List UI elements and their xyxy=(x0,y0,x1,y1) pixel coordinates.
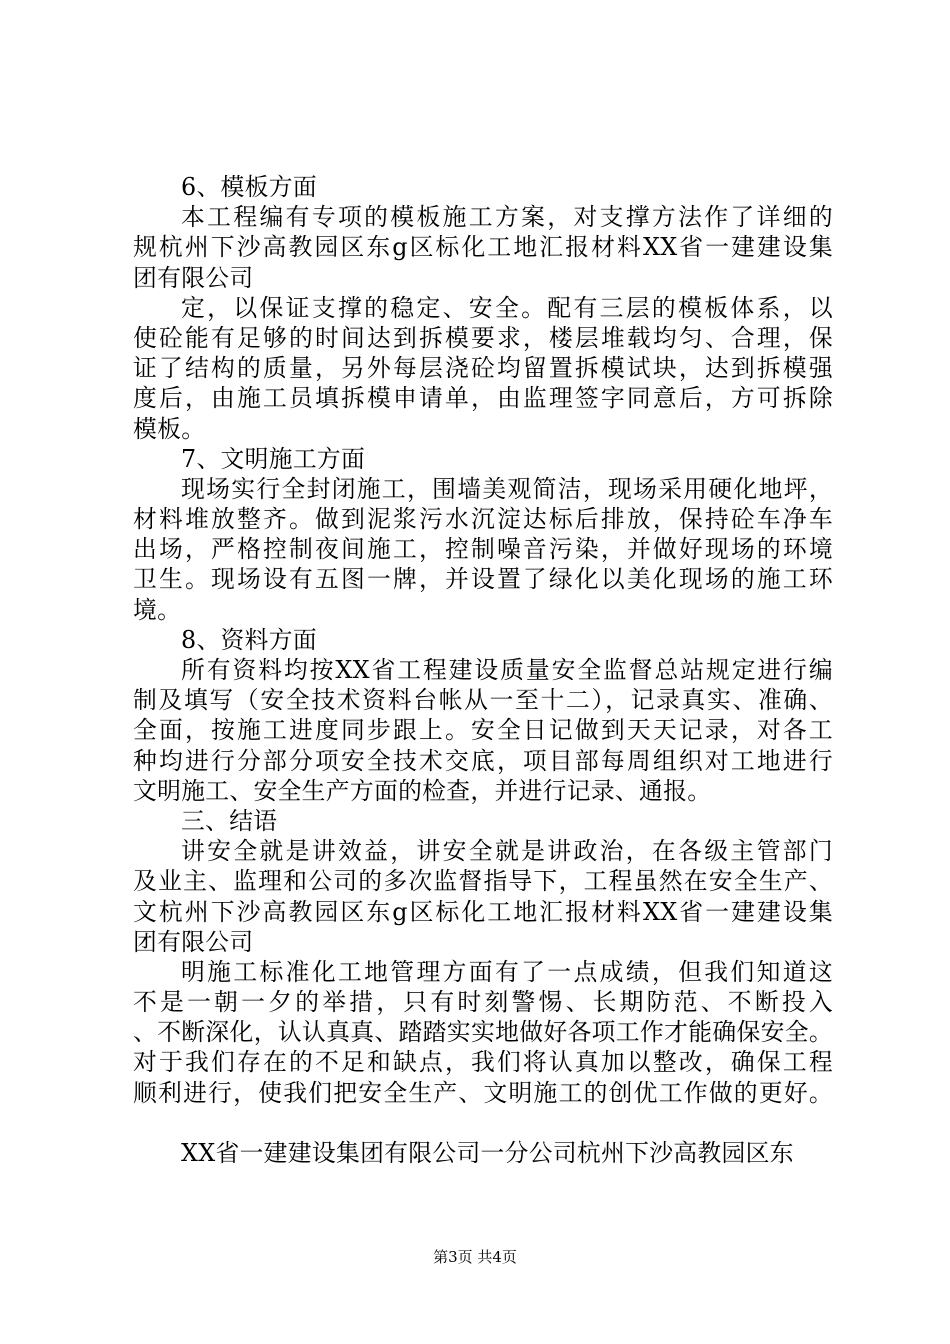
text-line: 境。 xyxy=(133,595,182,624)
text-line: 三、结语 xyxy=(181,806,278,835)
body-text xyxy=(133,172,833,1168)
text-line: 种均进行分部分项安全技术交底，项目部每周组织对工地进行 xyxy=(133,746,833,775)
text-line: 材料堆放整齐。做到泥浆污水沉淀达标后排放，保持砼车净车 xyxy=(133,505,833,534)
text-line: 6、模板方面 xyxy=(181,173,317,201)
text-line: 使砼能有足够的时间达到拆模要求，楼层堆载均匀、合理，保 xyxy=(133,323,833,352)
text-line: 团有限公司 xyxy=(133,263,254,292)
text-line: 出场，严格控制夜间施工，控制噪音污染，并做好现场的环境 xyxy=(133,535,833,564)
text-line: 、不断深化，认认真真、踏踏实实地做好各项工作才能确保安全。 xyxy=(133,1018,833,1047)
text-line: 顺利进行，使我们把安全生产、文明施工的创优工作做的更好。 xyxy=(133,1078,833,1107)
paragraph-lines xyxy=(133,172,833,1108)
text-line: 明施工标准化工地管理方面有了一点成绩，但我们知道这 xyxy=(181,957,833,986)
text-line: 模板。 xyxy=(133,414,206,443)
text-line: 不是一朝一夕的举措，只有时刻警惕、长期防范、不断投入 xyxy=(133,988,833,1017)
text-line: 文杭州下沙高教园区东g区标化工地汇报材料XX省一建建设集 xyxy=(133,897,833,926)
text-line: 规杭州下沙高教园区东g区标化工地汇报材料XX省一建建设集 xyxy=(133,233,833,262)
paragraph-gap xyxy=(133,1108,833,1138)
text-line: 讲安全就是讲效益，讲安全就是讲政治，在各级主管部门 xyxy=(181,837,833,866)
text-line: 定，以保证支撑的稳定、安全。配有三层的模板体系，以 xyxy=(181,293,833,322)
text-line: 文明施工、安全生产方面的检查，并进行记录、通报。 xyxy=(133,776,712,805)
text-line: 全面，按施工进度同步跟上。安全日记做到天天记录，对各工 xyxy=(133,716,833,745)
text-line: 对于我们存在的不足和缺点，我们将认真加以整改，确保工程 xyxy=(133,1048,833,1077)
page-footer: 第3页 共4页 xyxy=(433,1248,517,1266)
text-line: 8、资料方面 xyxy=(181,625,317,654)
text-line: 所有资料均按XX省工程建设质量安全监督总站规定进行编 xyxy=(181,656,833,684)
text-line: 7、文明施工方面 xyxy=(181,444,366,473)
text-line: 本工程编有专项的模板施工方案，对支撑方法作了详细的 xyxy=(181,203,833,232)
text-line: 及业主、监理和公司的多次监督指导下，工程虽然在安全生产、 xyxy=(133,867,833,896)
text-line: 度后，由施工员填拆模申请单，由监理签字同意后，方可拆除 xyxy=(133,384,833,413)
closing-line: XX省一建建设集团有限公司一分公司杭州下沙高教园区东 xyxy=(181,1138,794,1167)
text-line: 制及填写（安全技术资料台帐从一至十二），记录真实、准确、 xyxy=(133,686,833,715)
text-line: 证了结构的质量，另外每层浇砼均留置拆模试块，达到拆模强 xyxy=(133,354,833,383)
text-line: 团有限公司 xyxy=(133,927,254,956)
text-line: 卫生。现场设有五图一牌，并设置了绿化以美化现场的施工环 xyxy=(133,565,833,594)
text-line: 现场实行全封闭施工，围墙美观简洁，现场采用硬化地坪， xyxy=(181,474,833,503)
